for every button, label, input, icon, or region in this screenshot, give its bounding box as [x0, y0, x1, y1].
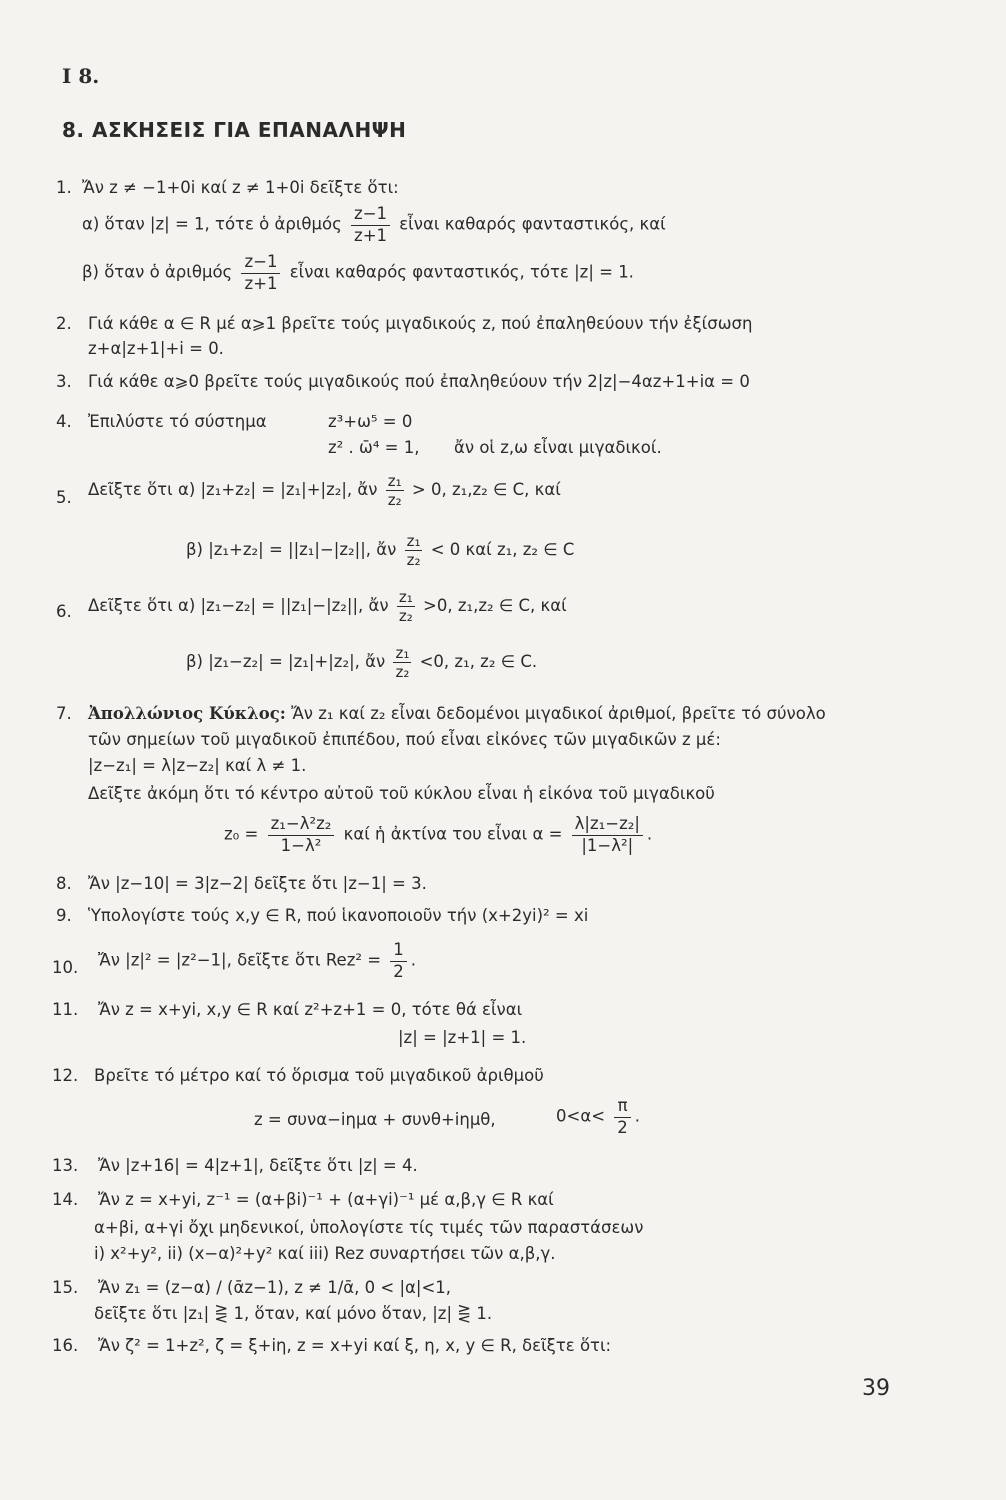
exercise-text: Γιά κάθε α⩾0 βρεῖτε τούς μιγαδικούς πού ἐπαληθεύουν τήν 2|z|−4αz+1+iα = 0 — [88, 372, 750, 391]
exercise-number: 14. — [52, 1190, 79, 1209]
exercise-number: 7. — [56, 704, 72, 723]
exercise-number: 16. — [52, 1336, 79, 1355]
equation: z² . ω̄⁴ = 1, — [328, 438, 420, 457]
part-b-post: < 0 καί z₁, z₂ ∈ C — [430, 540, 575, 559]
exercise-text: Ἄν z₁ καί z₂ εἶναι δεδομένοι μιγαδικοί ἀριθμοί, βρεῖτε τό σύνολο — [291, 704, 826, 723]
fraction — [393, 644, 411, 681]
fraction-denominator: 2 — [393, 961, 404, 981]
exercise-text: Ἄν |z−10| = 3|z−2| δεῖξτε ὅτι |z−1| = 3. — [88, 874, 427, 893]
exercise-text: |z| = |z+1| = 1. — [398, 1028, 527, 1047]
fraction-denominator: z+1 — [354, 225, 388, 245]
z0-label: z₀ = — [224, 824, 259, 844]
part-b-post: εἶναι καθαρός φανταστικός, τότε |z| = 1. — [289, 262, 634, 282]
exercise-5b — [186, 532, 574, 569]
exercise-number: 2. — [56, 314, 72, 333]
apollonius-heading: Ἀπολλώνιος Κύκλος: — [88, 704, 286, 723]
exercise-text: δεῖξτε ὅτι |z₁| ⋛ 1, ὅταν, καί μόνο ὅταν, |z| ⋛ 1. — [94, 1304, 493, 1323]
fraction — [386, 472, 404, 509]
part-b-post: <0, z₁, z₂ ∈ C. — [419, 652, 538, 671]
fraction — [390, 940, 407, 982]
exercise-text: Ἐπιλύστε τό σύστημα — [88, 412, 267, 431]
fraction — [572, 814, 643, 856]
equation: z³+ω⁵ = 0 — [328, 412, 413, 431]
fraction-numerator: π — [614, 1096, 631, 1118]
fraction-numerator: λ|z₁−z₂| — [572, 814, 643, 836]
exercise-number: 10. — [52, 958, 79, 977]
exercise-text: Ὑπολογίστε τούς x,y ∈ R, πού ἱκανοποιοῦν τήν (x+2yi)² = xi — [88, 906, 589, 925]
exercise-1a — [82, 204, 666, 246]
exercise-number: 1. — [56, 178, 72, 197]
fraction-numerator: z₁−λ²z₂ — [268, 814, 335, 836]
exercise-text: 0<α< — [556, 1106, 606, 1126]
fraction-numerator: z₁ — [406, 532, 421, 550]
exercise-text: Ἄν z = x+yi, x,y ∈ R καί z²+z+1 = 0, τότε θά εἶναι — [98, 1000, 523, 1019]
exercise-10-line: Ἄν |z|² = |z²−1|, δεῖξτε ὅτι Rez² = $\frac{1}{2}$ . — [98, 940, 417, 981]
fraction-denominator: |1−λ²| — [581, 835, 634, 855]
exercise-text: Βρεῖτε τό μέτρο καί τό ὅρισμα τοῦ μιγαδικοῦ ἀριθμοῦ — [94, 1066, 544, 1085]
exercise-5a — [88, 472, 561, 509]
exercise-number: 6. — [56, 602, 72, 621]
exercise-text: Ἄν |z+16| = 4|z+1|, δεῖξτε ὅτι |z| = 4. — [98, 1156, 418, 1175]
exercise-text: τῶν σημείων τοῦ μιγαδικοῦ ἐπιπέδου, πού εἶναι εἰκόνες τῶν μιγαδικῶν z μέ: — [88, 730, 721, 749]
exercise-text: z+α|z+1|+i = 0. — [88, 339, 224, 358]
part-a-post: >0, z₁,z₂ ∈ C, καί — [423, 596, 567, 615]
exercise-number: 4. — [56, 412, 72, 431]
fraction-denominator: z₂ — [387, 491, 402, 509]
fraction-numerator: z₁ — [398, 588, 413, 606]
exercise-text: Ἄν z = x+yi, z⁻¹ = (α+βi)⁻¹ + (α+γi)⁻¹ μέ α,β,γ ∈ R καί — [98, 1190, 554, 1209]
part-b-pre: β) |z₁+z₂| = ||z₁|−|z₂||, ἄν — [186, 540, 397, 559]
part-a-pre: Δεῖξτε ὅτι α) |z₁+z₂| = |z₁|+|z₂|, ἄν — [88, 480, 378, 499]
angle-range: 0<α< $\frac{\pi}{2}$ . — [556, 1096, 641, 1137]
exercise-number: 8. — [56, 874, 72, 893]
fraction — [351, 204, 390, 246]
exercise-text: Ἄν z₁ = (z−α) / (ᾱz−1), z ≠ 1/ᾱ, 0 < |α|<1, — [98, 1278, 452, 1297]
exercise-6a — [88, 588, 567, 625]
exercise-number: 9. — [56, 906, 72, 925]
part-b-pre: β) ὅταν ὁ ἀριθμός — [82, 262, 233, 282]
fraction-numerator: z−1 — [241, 252, 280, 274]
exercise-text: ἄν οἱ z,ω εἶναι μιγαδικοί. — [454, 438, 662, 457]
fraction-numerator: z₁ — [395, 644, 410, 662]
exercise-7-line1 — [88, 704, 826, 723]
exercise-text: α+βi, α+γi ὄχι μηδενικοί, ὑπολογίστε τίς τιμές τῶν παραστάσεων — [94, 1218, 644, 1237]
fraction-denominator: z₂ — [398, 607, 413, 625]
exercise-text: Ἄν ζ² = 1+z², ζ = ξ+iη, z = x+yi καί ξ, η, x, y ∈ R, δεῖξτε ὅτι: — [98, 1336, 612, 1355]
fraction-denominator: z+1 — [244, 273, 278, 293]
section-title: 8. ΑΣΚΗΣΕΙΣ ΓΙΑ ΕΠΑΝΑΛΗΨΗ — [62, 118, 407, 142]
fraction-numerator: 1 — [390, 940, 407, 962]
exercise-text: z = συνα−iημα + συνθ+iημθ, — [254, 1110, 496, 1129]
part-a-post: > 0, z₁,z₂ ∈ C, καί — [411, 480, 561, 499]
fraction-numerator: z₁ — [387, 472, 402, 490]
exercise-6b — [186, 644, 537, 681]
fraction — [268, 814, 335, 856]
exercise-number: 5. — [56, 488, 72, 507]
exercise-text: i) x²+y², ii) (x−α)²+y² καί iii) Rez συναρτήσει τῶν α,β,γ. — [94, 1244, 556, 1263]
chapter-header: I 8. — [62, 64, 100, 88]
exercise-text: Ἄν |z|² = |z²−1|, δεῖξτε ὅτι Rez² = — [98, 950, 382, 970]
exercise-text: Γιά κάθε α ∈ R μέ α⩾1 βρεῖτε τούς μιγαδικούς z, πού ἐπαληθεύουν τήν ἐξίσωση — [88, 314, 753, 333]
part-a-post: εἶναι καθαρός φανταστικός, καί — [399, 214, 666, 234]
exercise-text: καί ἡ ἀκτίνα του εἶναι α = — [343, 824, 563, 844]
exercise-number: 11. — [52, 1000, 79, 1019]
fraction — [397, 588, 415, 625]
part-a-pre: α) ὅταν |z| = 1, τότε ὁ ἀριθμός — [82, 214, 342, 234]
fraction-denominator: 2 — [617, 1117, 628, 1137]
fraction — [241, 252, 280, 294]
fraction-denominator: z₂ — [406, 551, 421, 569]
center-radius-formula: z₀ = $\frac{\text{z₁−λ²z₂}}{\text{1−λ²}}$ καί ἡ ἀκτίνα του εἶναι α = $\frac{\text{λ|z₁−z₂|}}{\text{|1−λ²|}}$ . — [224, 814, 653, 855]
fraction — [614, 1096, 631, 1138]
exercise-number: 13. — [52, 1156, 79, 1175]
exercise-number: 12. — [52, 1066, 79, 1085]
exercise-text: Δεῖξτε ἀκόμη ὅτι τό κέντρο αὐτοῦ τοῦ κύκλου εἶναι ἡ εἰκόνα τοῦ μιγαδικοῦ — [88, 784, 715, 803]
part-b-pre: β) |z₁−z₂| = |z₁|+|z₂|, ἄν — [186, 652, 386, 671]
fraction-denominator: 1−λ² — [280, 835, 322, 855]
exercise-number: 15. — [52, 1278, 79, 1297]
exercise-text: Ἄν z ≠ −1+0i καί z ≠ 1+0i δεῖξτε ὅτι: — [82, 178, 399, 197]
part-a-pre: Δεῖξτε ὅτι α) |z₁−z₂| = ||z₁|−|z₂||, ἄν — [88, 596, 389, 615]
exercise-1b — [82, 252, 634, 294]
exercise-text: |z−z₁| = λ|z−z₂| καί λ ≠ 1. — [88, 756, 307, 775]
fraction-denominator: z₂ — [395, 663, 410, 681]
exercise-number: 3. — [56, 372, 72, 391]
fraction-numerator: z−1 — [351, 204, 390, 226]
page-number: 39 — [862, 1376, 890, 1401]
fraction — [405, 532, 423, 569]
